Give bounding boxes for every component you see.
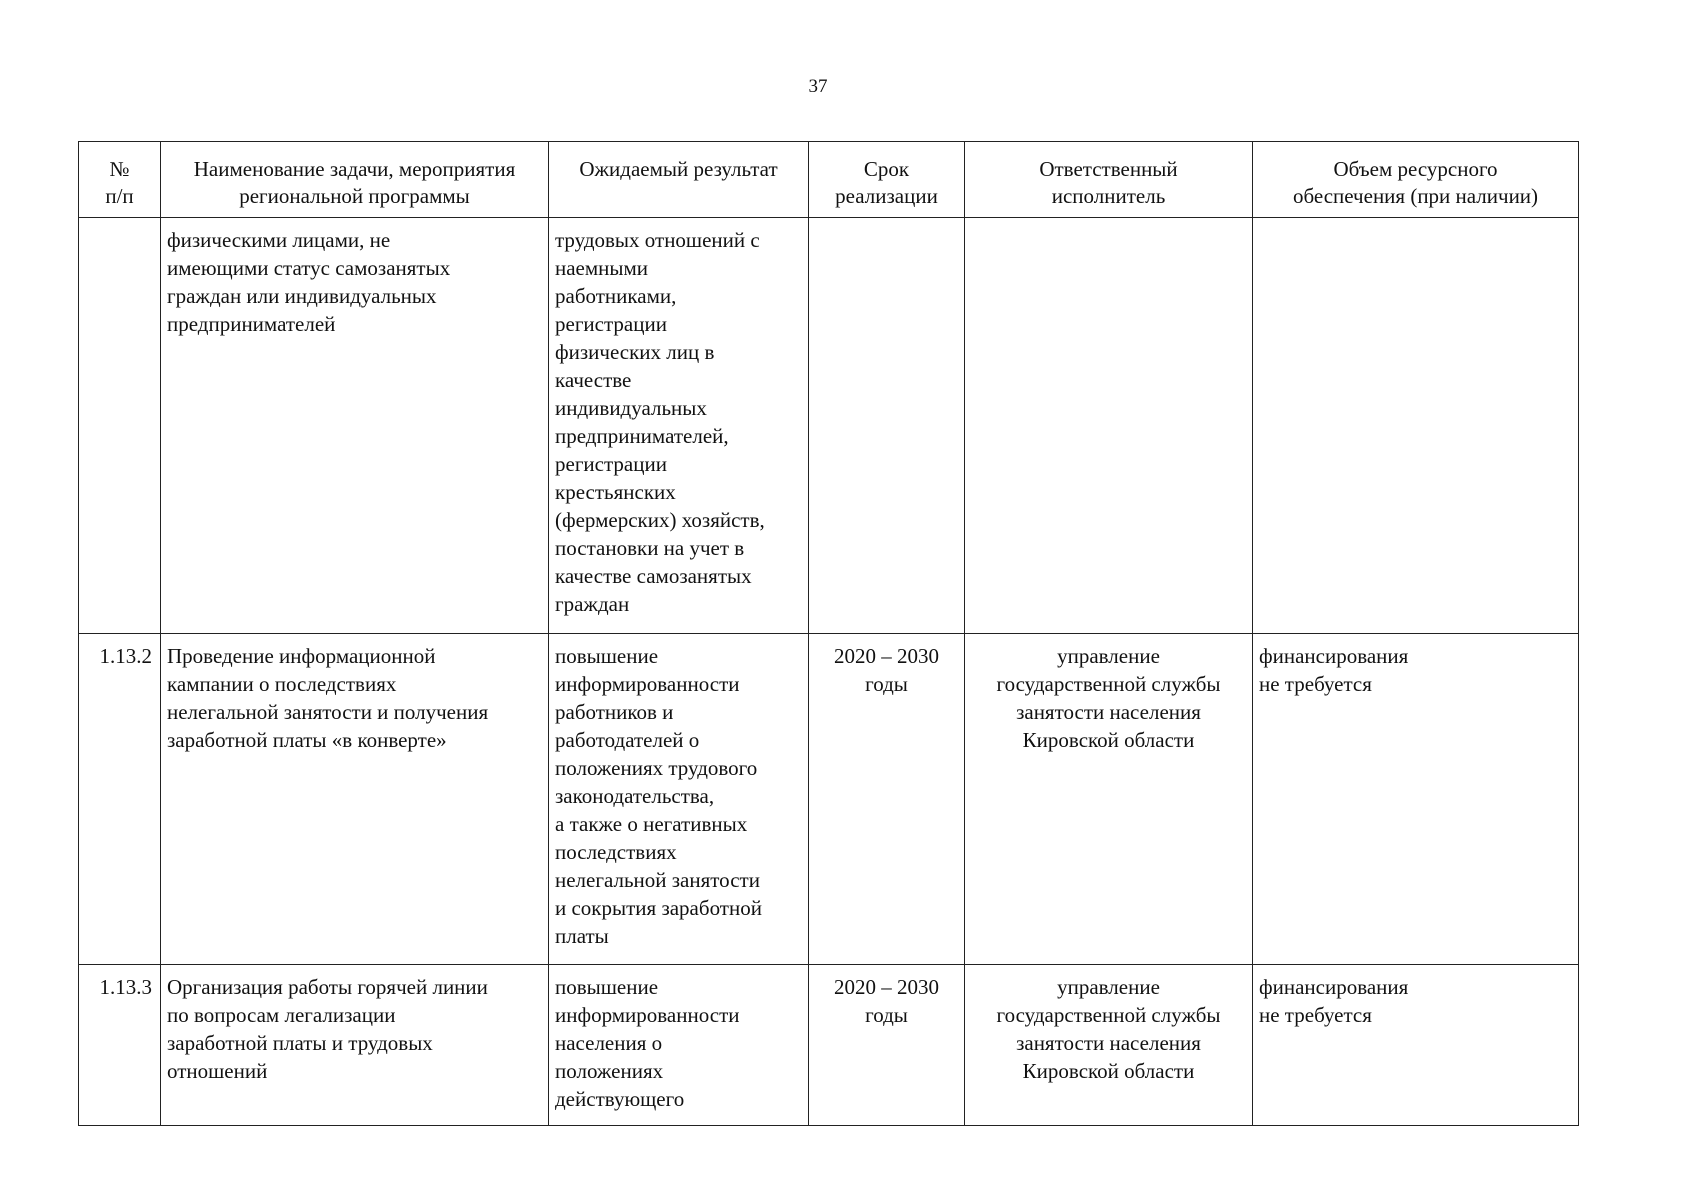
cell-result: трудовых отношений с наемными работниками, регистрации физических лиц в качестве индивидуальных предпринимателей, регистрации крестьянских (фермерских) хозяйств, постановки на учет в качестве самозанятых граждан [549,218,809,634]
program-table [78,141,1579,1126]
header-num: № п/п [79,142,161,218]
table-header-row [79,142,1579,218]
table-row [79,965,1579,1126]
cell-executor [965,218,1253,634]
cell-num [79,218,161,634]
table-row [79,218,1579,634]
cell-term: 2020 – 2030 годы [809,965,965,1126]
cell-num: 1.13.2 [79,634,161,965]
header-resources: Объем ресурсного обеспечения (при наличии) [1253,142,1579,218]
cell-resources: финансирования не требуется [1253,965,1579,1126]
cell-executor: управление государственной службы занятости населения Кировской области [965,965,1253,1126]
cell-result: повышение информированности населения о положениях действующего [549,965,809,1126]
header-term: Срок реализации [809,142,965,218]
cell-name: Проведение информационной кампании о последствиях нелегальной занятости и получения заработной платы «в конверте» [161,634,549,965]
cell-resources: финансирования не требуется [1253,634,1579,965]
cell-executor: управление государственной службы занятости населения Кировской области [965,634,1253,965]
header-name: Наименование задачи, мероприятия региональной программы [161,142,549,218]
page-number: 37 [808,76,828,97]
table-row [79,634,1579,965]
cell-name: Организация работы горячей линии по вопросам легализации заработной платы и трудовых отношений [161,965,549,1126]
cell-result: повышение информированности работников и работодателей о положениях трудового законодательства, а также о негативных последствиях нелегальной занятости и сокрытия заработной платы [549,634,809,965]
cell-term [809,218,965,634]
cell-term: 2020 – 2030 годы [809,634,965,965]
header-executor: Ответственный исполнитель [965,142,1253,218]
cell-name: физическими лицами, не имеющими статус самозанятых граждан или индивидуальных предпринимателей [161,218,549,634]
cell-resources [1253,218,1579,634]
header-result: Ожидаемый результат [549,142,809,218]
cell-num: 1.13.3 [79,965,161,1126]
